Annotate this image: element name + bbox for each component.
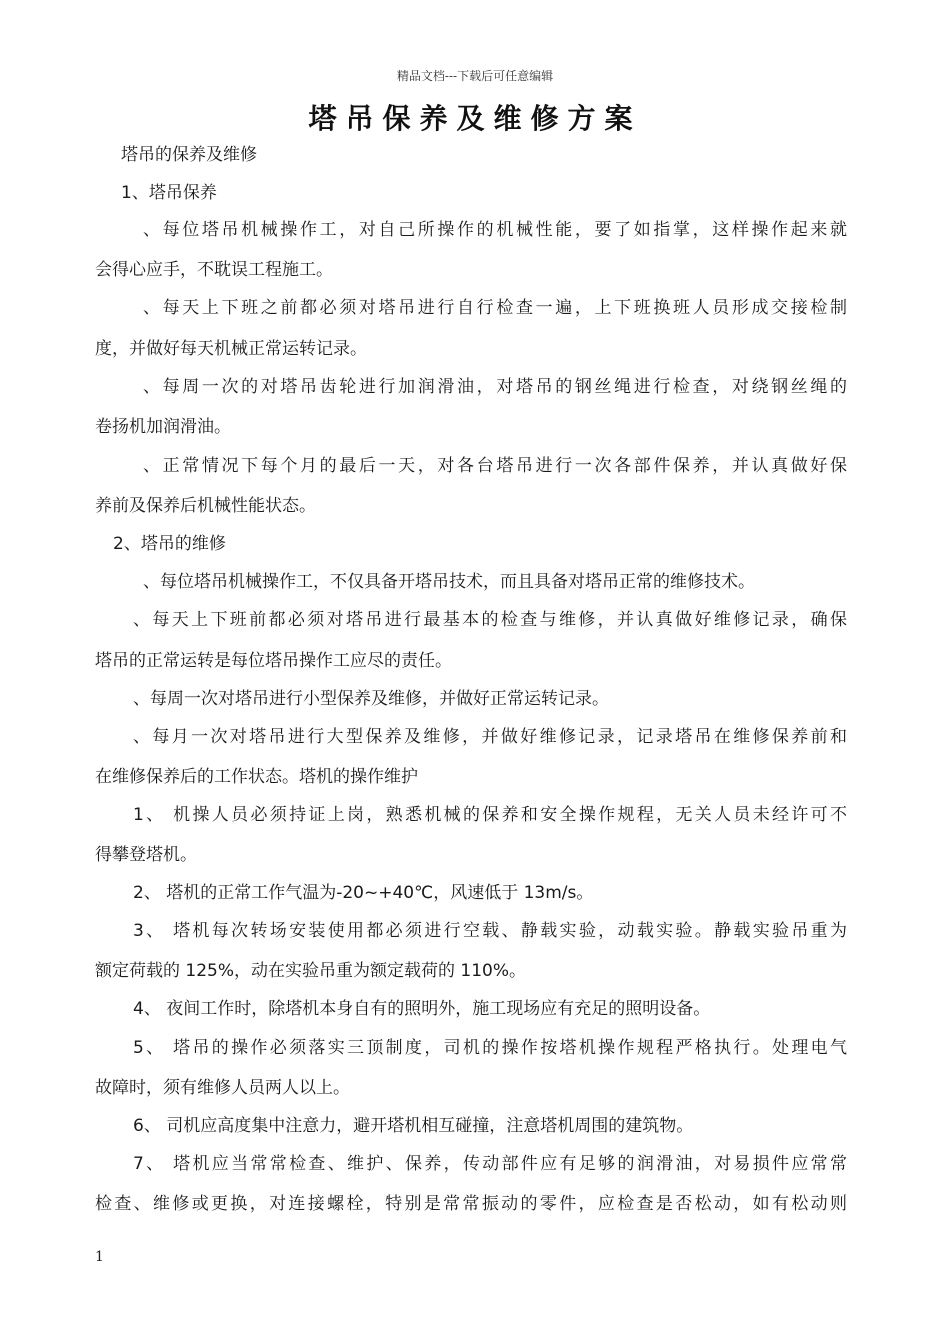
section-heading: 塔吊的保养及维修 xyxy=(121,145,257,165)
paragraph-line: 、正常情况下每个月的最后一天，对各台塔吊进行一次各部件保养，并认真做好保 xyxy=(143,456,847,476)
paragraph-line: 会得心应手，不耽误工程施工。 xyxy=(95,260,333,280)
paragraph-line: 、每周一次对塔吊进行小型保养及维修，并做好正常运转记录。 xyxy=(133,689,609,709)
paragraph-line: 6、 司机应高度集中注意力，避开塔机相互碰撞，注意塔机周围的建筑物。 xyxy=(133,1116,694,1136)
paragraph-line: 、每月一次对塔吊进行大型保养及维修，并做好维修记录，记录塔吊在维修保养前和 xyxy=(133,727,847,747)
paragraph-line: 在维修保养后的工作状态。塔机的操作维护 xyxy=(95,767,418,787)
subsection-heading: 2、塔吊的维修 xyxy=(113,534,226,554)
page-number: 1 xyxy=(95,1249,104,1265)
paragraph-line: 额定荷载的 125%，动在实验吊重为额定载荷的 110%。 xyxy=(95,961,527,981)
paragraph-line: 塔吊的正常运转是每位塔吊操作工应尽的责任。 xyxy=(95,651,452,671)
paragraph-line: 度，并做好每天机械正常运转记录。 xyxy=(95,339,367,359)
document-title: 塔吊保养及维修方案 xyxy=(308,102,642,135)
subsection-heading: 1、塔吊保养 xyxy=(121,183,217,203)
paragraph-line: 3、 塔机每次转场安装使用都必须进行空载、静载实验，动载实验。静载实验吊重为 xyxy=(133,921,847,941)
paragraph-line: 养前及保养后机械性能状态。 xyxy=(95,496,316,516)
paragraph-line: 、每天上下班前都必须对塔吊进行最基本的检查与维修，并认真做好维修记录，确保 xyxy=(133,610,847,630)
paragraph-line: 卷扬机加润滑油。 xyxy=(95,417,231,437)
paragraph-line: 2、 塔机的正常工作气温为-20~+40℃，风速低于 13m/s。 xyxy=(133,883,594,903)
paragraph-line: 故障时，须有维修人员两人以上。 xyxy=(95,1078,350,1098)
paragraph-line: 、每天上下班之前都必须对塔吊进行自行检查一遍，上下班换班人员形成交接检制 xyxy=(143,298,847,318)
paragraph-line: 、每周一次的对塔吊齿轮进行加润滑油，对塔吊的钢丝绳进行检查，对绕钢丝绳的 xyxy=(143,377,847,397)
paragraph-line: 4、 夜间工作时，除塔机本身自有的照明外，施工现场应有充足的照明设备。 xyxy=(133,999,711,1019)
paragraph-line: 7、 塔机应当常常检查、维护、保养，传动部件应有足够的润滑油，对易损件应常常 xyxy=(133,1154,847,1174)
paragraph-line: 得攀登塔机。 xyxy=(95,845,197,865)
paragraph-line: 1、 机操人员必须持证上岗，熟悉机械的保养和安全操作规程，无关人员未经许可不 xyxy=(133,805,847,825)
paragraph-line: 5、 塔吊的操作必须落实三顶制度，司机的操作按塔机操作规程严格执行。处理电气 xyxy=(133,1038,847,1058)
paragraph-line: 、每位塔吊机械操作工，不仅具备开塔吊技术，而且具备对塔吊正常的维修技术。 xyxy=(143,572,755,592)
header-note: 精品文档---下载后可任意编辑 xyxy=(396,69,554,83)
paragraph-line: 、每位塔吊机械操作工，对自己所操作的机械性能，要了如指掌，这样操作起来就 xyxy=(143,220,847,240)
paragraph-line: 检查、维修或更换，对连接螺栓，特别是常常振动的零件，应检查是否松动，如有松动则 xyxy=(95,1194,847,1214)
